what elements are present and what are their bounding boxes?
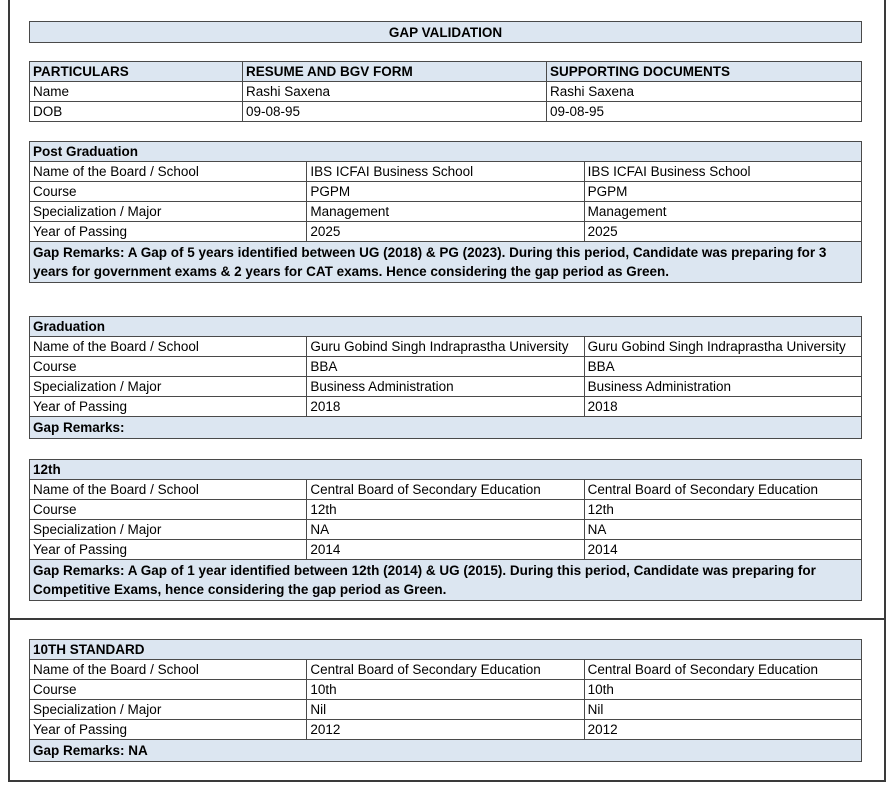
resume-value: 2012 bbox=[307, 720, 584, 740]
row-label: Specialization / Major bbox=[30, 520, 307, 540]
docs-value: Central Board of Secondary Education bbox=[584, 480, 861, 500]
table-row bbox=[30, 182, 862, 202]
row-label: Specialization / Major bbox=[30, 700, 307, 720]
docs-value: Management bbox=[584, 202, 861, 222]
resume-value: Nil bbox=[307, 700, 584, 720]
table-row bbox=[30, 357, 862, 377]
row-label: Name of the Board / School bbox=[30, 480, 307, 500]
row-label: Course bbox=[30, 680, 307, 700]
col-header-particulars: PARTICULARS bbox=[30, 62, 243, 82]
docs-value: Central Board of Secondary Education bbox=[584, 660, 861, 680]
section-12th bbox=[29, 459, 862, 601]
gap-remarks: Gap Remarks: bbox=[30, 417, 862, 439]
row-label: Specialization / Major bbox=[30, 377, 307, 397]
docs-value: 2012 bbox=[584, 720, 861, 740]
col-header-resume: RESUME AND BGV FORM bbox=[243, 62, 547, 82]
table-row bbox=[30, 162, 862, 182]
table-row bbox=[30, 660, 862, 680]
resume-value: 10th bbox=[307, 680, 584, 700]
docs-value: 2018 bbox=[584, 397, 861, 417]
resume-value: NA bbox=[307, 520, 584, 540]
row-label: Course bbox=[30, 357, 307, 377]
table-row bbox=[30, 700, 862, 720]
docs-value: 09-08-95 bbox=[547, 102, 862, 122]
section-heading: Graduation bbox=[30, 317, 862, 337]
col-header-docs: SUPPORTING DOCUMENTS bbox=[547, 62, 862, 82]
docs-value: IBS ICFAI Business School bbox=[584, 162, 861, 182]
row-label: Year of Passing bbox=[30, 397, 307, 417]
title-table bbox=[29, 21, 862, 43]
row-label: Name of the Board / School bbox=[30, 660, 307, 680]
page-title: GAP VALIDATION bbox=[30, 22, 862, 43]
table-row bbox=[30, 82, 862, 102]
resume-value: Business Administration bbox=[307, 377, 584, 397]
resume-value: 2018 bbox=[307, 397, 584, 417]
section-heading: 10TH STANDARD bbox=[30, 640, 862, 660]
resume-value: Guru Gobind Singh Indraprastha University bbox=[307, 337, 584, 357]
docs-value: 12th bbox=[584, 500, 861, 520]
table-row bbox=[30, 540, 862, 560]
docs-value: 2014 bbox=[584, 540, 861, 560]
table-row bbox=[30, 377, 862, 397]
docs-value: Guru Gobind Singh Indraprastha University bbox=[584, 337, 861, 357]
docs-value: Rashi Saxena bbox=[547, 82, 862, 102]
table-row bbox=[30, 480, 862, 500]
row-label: DOB bbox=[30, 102, 243, 122]
gap-remarks: Gap Remarks: NA bbox=[30, 740, 862, 762]
personal-table bbox=[29, 61, 862, 122]
resume-value: 2025 bbox=[307, 222, 584, 242]
row-label: Name bbox=[30, 82, 243, 102]
resume-value: PGPM bbox=[307, 182, 584, 202]
section-10th bbox=[29, 639, 862, 762]
docs-value: 2025 bbox=[584, 222, 861, 242]
table-row bbox=[30, 720, 862, 740]
row-label: Year of Passing bbox=[30, 540, 307, 560]
docs-value: NA bbox=[584, 520, 861, 540]
resume-value: IBS ICFAI Business School bbox=[307, 162, 584, 182]
row-label: Year of Passing bbox=[30, 222, 307, 242]
gap-remarks: Gap Remarks: A Gap of 1 year identified between 12th (2014) & UG (2015). During this period, Candidate was preparing for Competitive Exams, hence considering the gap period as Green. bbox=[30, 560, 862, 601]
resume-value: BBA bbox=[307, 357, 584, 377]
row-label: Name of the Board / School bbox=[30, 162, 307, 182]
resume-value: 09-08-95 bbox=[243, 102, 547, 122]
table-row bbox=[30, 520, 862, 540]
docs-value: BBA bbox=[584, 357, 861, 377]
table-row bbox=[30, 202, 862, 222]
docs-value: Nil bbox=[584, 700, 861, 720]
row-label: Course bbox=[30, 182, 307, 202]
docs-value: PGPM bbox=[584, 182, 861, 202]
resume-value: Management bbox=[307, 202, 584, 222]
resume-value: Rashi Saxena bbox=[243, 82, 547, 102]
row-label: Course bbox=[30, 500, 307, 520]
section-graduation bbox=[29, 316, 862, 439]
section-post-graduation bbox=[29, 141, 862, 283]
resume-value: 2014 bbox=[307, 540, 584, 560]
section-heading: 12th bbox=[30, 460, 862, 480]
resume-value: Central Board of Secondary Education bbox=[307, 480, 584, 500]
docs-value: Business Administration bbox=[584, 377, 861, 397]
resume-value: Central Board of Secondary Education bbox=[307, 660, 584, 680]
table-row bbox=[30, 680, 862, 700]
table-row bbox=[30, 337, 862, 357]
gap-remarks: Gap Remarks: A Gap of 5 years identified between UG (2018) & PG (2023). During this period, Candidate was preparing for 3 years for government exams & 2 years for CAT exams. Hence considering the gap period as Green. bbox=[30, 242, 862, 283]
row-label: Name of the Board / School bbox=[30, 337, 307, 357]
table-row bbox=[30, 102, 862, 122]
row-label: Specialization / Major bbox=[30, 202, 307, 222]
docs-value: 10th bbox=[584, 680, 861, 700]
section-heading: Post Graduation bbox=[30, 142, 862, 162]
table-row bbox=[30, 397, 862, 417]
resume-value: 12th bbox=[307, 500, 584, 520]
table-row bbox=[30, 500, 862, 520]
table-row bbox=[30, 222, 862, 242]
row-label: Year of Passing bbox=[30, 720, 307, 740]
